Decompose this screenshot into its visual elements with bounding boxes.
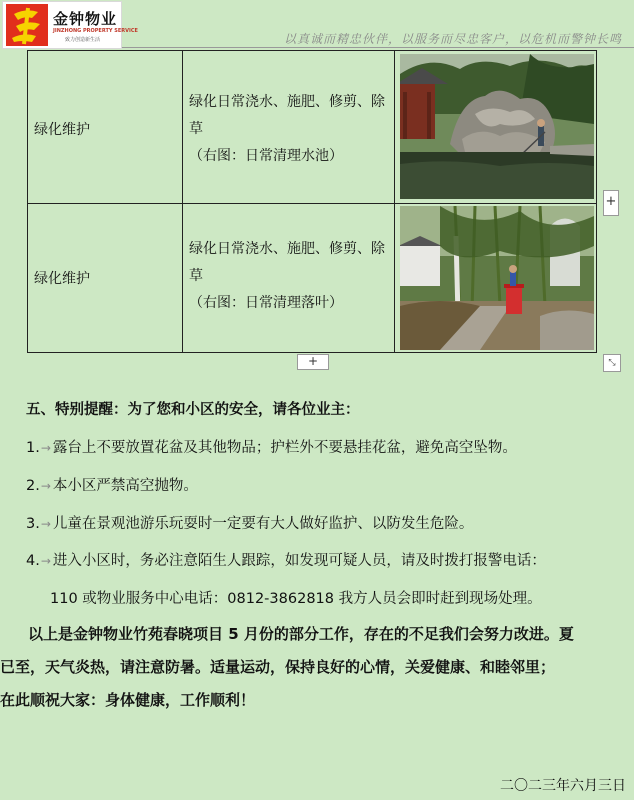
photo-caption: （右图：日常清理落叶） bbox=[189, 295, 343, 311]
closing-paragraph bbox=[0, 618, 634, 717]
category-label: 绿化维护 bbox=[34, 271, 90, 287]
logo-tagline: 致力创造新生活 bbox=[65, 37, 101, 43]
resize-icon[interactable]: ⤡ bbox=[603, 354, 621, 372]
description-cell[interactable] bbox=[183, 204, 395, 352]
company-logo bbox=[2, 1, 138, 49]
closing-line: 在此顺祝大家：身体健康，工作顺利！ bbox=[0, 691, 256, 709]
add-column-button[interactable]: + bbox=[603, 190, 619, 216]
closing-line: 已至，天气炎热，请注意防暑。适量运动，保持良好的心情，关爱健康、和睦邻里； bbox=[0, 658, 556, 676]
page-header bbox=[0, 0, 634, 50]
list-item: 3.→ 儿童在景观池游乐玩耍时一定要有大人做好监护、以防发生危险。 bbox=[26, 516, 474, 532]
table-row bbox=[28, 204, 596, 352]
description-text: 绿化日常浇水、施肥、修剪、除草 bbox=[189, 94, 385, 137]
work-table[interactable] bbox=[27, 50, 597, 353]
photo-caption: （右图：日常清理水池） bbox=[189, 148, 343, 164]
pond-rockery-photo bbox=[400, 54, 594, 199]
notice-heading: 五、特别提醒：为了您和小区的安全，请各位业主： bbox=[26, 402, 360, 418]
description-text: 绿化日常浇水、施肥、修剪、除草 bbox=[189, 241, 385, 284]
header-divider bbox=[122, 47, 634, 48]
category-cell[interactable] bbox=[28, 51, 183, 203]
list-item: 1.→ 露台上不要放置花盆及其他物品；护栏外不要悬挂花盆，避免高空坠物。 bbox=[26, 440, 517, 456]
closing-line: 以上是金钟物业竹苑春晓项目 5 月份的部分工作，存在的不足我们会努力改进。夏 bbox=[28, 625, 574, 643]
list-item: 4.→ 进入小区时，务必注意陌生人跟踪，如发现可疑人员，请及时拨打报警电话： bbox=[26, 553, 546, 569]
logo-name: 金钟物业 bbox=[53, 10, 118, 28]
logo-english: JINZHONG PROPERTY SERVICE bbox=[53, 28, 138, 34]
table-row bbox=[28, 51, 596, 204]
category-cell[interactable] bbox=[28, 204, 183, 352]
list-item: 2.→ 本小区严禁高空抛物。 bbox=[26, 478, 198, 494]
category-label: 绿化维护 bbox=[34, 122, 90, 138]
photo-cell[interactable] bbox=[395, 51, 596, 203]
logo-mark-icon bbox=[6, 4, 48, 46]
document-date: 二〇二三年六月三日 bbox=[500, 778, 626, 794]
description-cell[interactable] bbox=[183, 51, 395, 203]
list-item-continuation: 110 或物业服务中心电话：0812-3862818 我方人员会即时赶到现场处理。 bbox=[50, 591, 542, 607]
header-slogan: 以真诚而精忠伙伴，以服务而尽忠客户，以危机而警钟长鸣 bbox=[283, 32, 622, 46]
photo-cell[interactable] bbox=[395, 204, 596, 352]
bamboo-garden-photo bbox=[400, 206, 594, 350]
add-row-button[interactable]: + bbox=[297, 354, 329, 370]
